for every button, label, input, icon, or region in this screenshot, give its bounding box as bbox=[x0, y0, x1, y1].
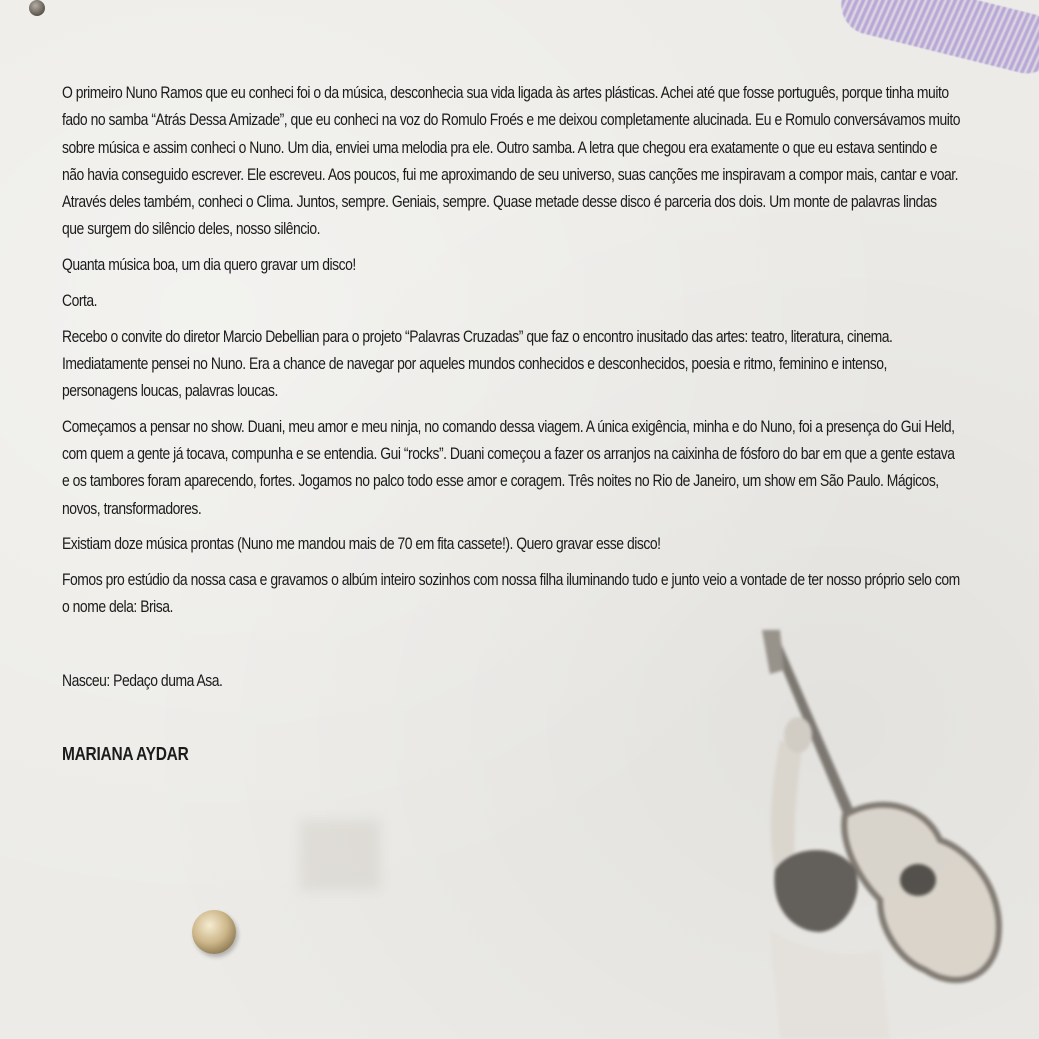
paragraph-4: Recebo o convite do diretor Marcio Debellian para o projeto “Palavras Cruzadas” que faz o encontro inusitado das artes: teatro, literatura, cinema. Imediatamente pensei no Nuno. Era a chance de navegar por aqueles mundos conhecidos e desconhecidos, poesia e ritmo, feminino e intenso, personagens loucas, palavras loucas. bbox=[62, 327, 893, 401]
signature: MARIANA AYDAR bbox=[62, 743, 189, 764]
paragraph-6: Existiam doze música prontas (Nuno me mandou mais de 70 em fita cassete!). Quero gravar esse disco! bbox=[62, 535, 661, 554]
paragraph-1: O primeiro Nuno Ramos que eu conheci foi o da música, desconhecia sua vida ligada às artes plásticas. Achei até que fosse português, porque tinha muito fado no samba “Atrás Dessa Amizade”, que eu conheci na voz do Romulo Froés e me deixou completamente alucinada. Eu e Romulo conversávamos muito sobre música e assim conheci o Nuno. Um dia, enviei uma melodia pra ele. Outro samba. A letra que chegou era exatamente o que eu estava sentindo e não havia conseguido escrever. Ele escreveu. Aos poucos, fui me aproximando de seu universo, suas canções me inspiravam a compor mais, cantar e voar. Através deles também, conheci o Clima. Juntos, sempre. Geniais, sempre. Quase metade desse disco é parceria dos dois. Um monte de palavras lindas que surgem do silêncio deles, nosso silêncio. bbox=[62, 84, 961, 239]
brass-tack-icon bbox=[192, 910, 236, 954]
paragraph-2: Quanta música boa, um dia quero gravar um disco! bbox=[62, 256, 356, 275]
paper-stain bbox=[300, 820, 380, 890]
small-pin-icon bbox=[29, 0, 45, 16]
paragraph-7: Fomos pro estúdio da nossa casa e gravamos o albúm inteiro sozinhos com nossa filha iluminando tudo e junto veio a vontade de ter nosso próprio selo com o nome dela: Brisa. bbox=[62, 571, 960, 617]
photo-head bbox=[774, 850, 857, 932]
paragraph-5: Começamos a pensar no show. Duani, meu amor e meu ninja, no comando dessa viagem. A única exigência, minha e do Nuno, foi a presença do Gui Held, com quem a gente já tocava, compunha e se entendia. Gui “rocks”. Duani começou a fazer os arranjos na caixinha de fósforo do bar em que a gente estava e os tambores foram aparecendo, fortes. Jogamos no palco todo esse amor e coragem. Três noites no Rio de Janeiro, um show em São Paulo. Mágicos, novos, transformadores. bbox=[62, 417, 955, 518]
photo-guitar-hole bbox=[900, 864, 936, 896]
photo-torso bbox=[770, 930, 890, 1039]
paragraph-3: Corta. bbox=[62, 291, 98, 310]
closing-line: Nasceu: Pedaço duma Asa. bbox=[62, 671, 223, 690]
letter-text bbox=[62, 80, 962, 777]
